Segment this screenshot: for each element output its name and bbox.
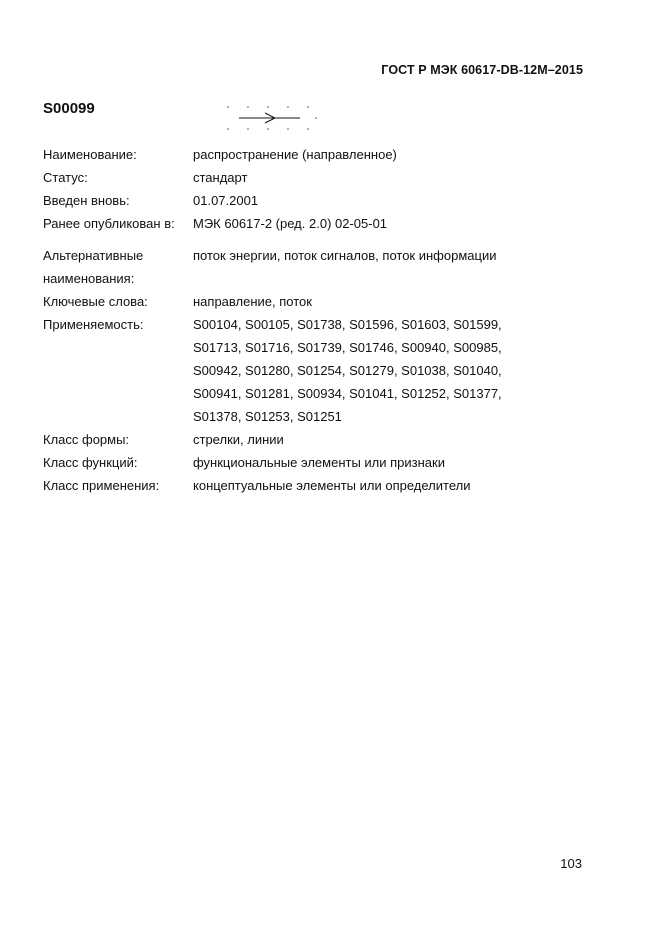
field-label: Наименование:: [43, 147, 137, 162]
field-value: направление, поток: [193, 294, 312, 309]
field-label: Введен вновь:: [43, 193, 130, 208]
field-value: стрелки, линии: [193, 432, 284, 447]
field-value-line: S00104, S00105, S01738, S01596, S01603, S01599,: [193, 317, 502, 332]
field-name: [43, 143, 583, 166]
field-label: Ключевые слова:: [43, 294, 148, 309]
field-value-line: S01378, S01253, S01251: [193, 409, 342, 424]
field-label: Класс применения:: [43, 478, 160, 493]
field-application-class: [43, 474, 583, 497]
field-label: Статус:: [43, 170, 88, 185]
field-value: [193, 313, 583, 428]
field-value: стандарт: [193, 170, 248, 185]
field-label: Применяемость:: [43, 317, 144, 332]
field-alternative-names: [43, 244, 583, 290]
field-value: 01.07.2001: [193, 193, 259, 208]
document-header: ГОСТ Р МЭК 60617-DB-12M–2015: [381, 63, 583, 77]
field-label: Класс формы:: [43, 432, 130, 447]
field-applicability: [43, 313, 583, 428]
field-introduced: [43, 189, 583, 212]
symbol-attributes: [43, 143, 583, 497]
page-number: 103: [560, 856, 582, 871]
field-label: Ранее опубликован в:: [43, 216, 175, 231]
field-value: концептуальные элементы или определители: [193, 478, 471, 493]
field-value: функциональные элементы или признаки: [193, 455, 445, 470]
field-label: [43, 244, 193, 290]
field-label-line: Альтернативные: [43, 248, 144, 263]
arrow-right-on-line-icon: [222, 101, 318, 135]
field-value: распространение (направленное): [193, 147, 397, 162]
field-function-class: [43, 451, 583, 474]
field-shape-class: [43, 428, 583, 451]
field-value-line: S00941, S01281, S00934, S01041, S01252, S01377,: [193, 386, 502, 401]
field-value-line: S00942, S01280, S01254, S01279, S01038, S01040,: [193, 363, 502, 378]
field-status: [43, 166, 583, 189]
field-value: МЭК 60617-2 (ред. 2.0) 02-05-01: [193, 216, 388, 231]
field-keywords: [43, 290, 583, 313]
field-label-line: наименования:: [43, 271, 135, 286]
field-value-line: S01713, S01716, S01739, S01746, S00940, S00985,: [193, 340, 502, 355]
field-previously-published: [43, 212, 583, 235]
symbol-code: S00099: [43, 100, 95, 117]
field-value: поток энергии, поток сигналов, поток информации: [193, 248, 497, 263]
field-label: Класс функций:: [43, 455, 138, 470]
